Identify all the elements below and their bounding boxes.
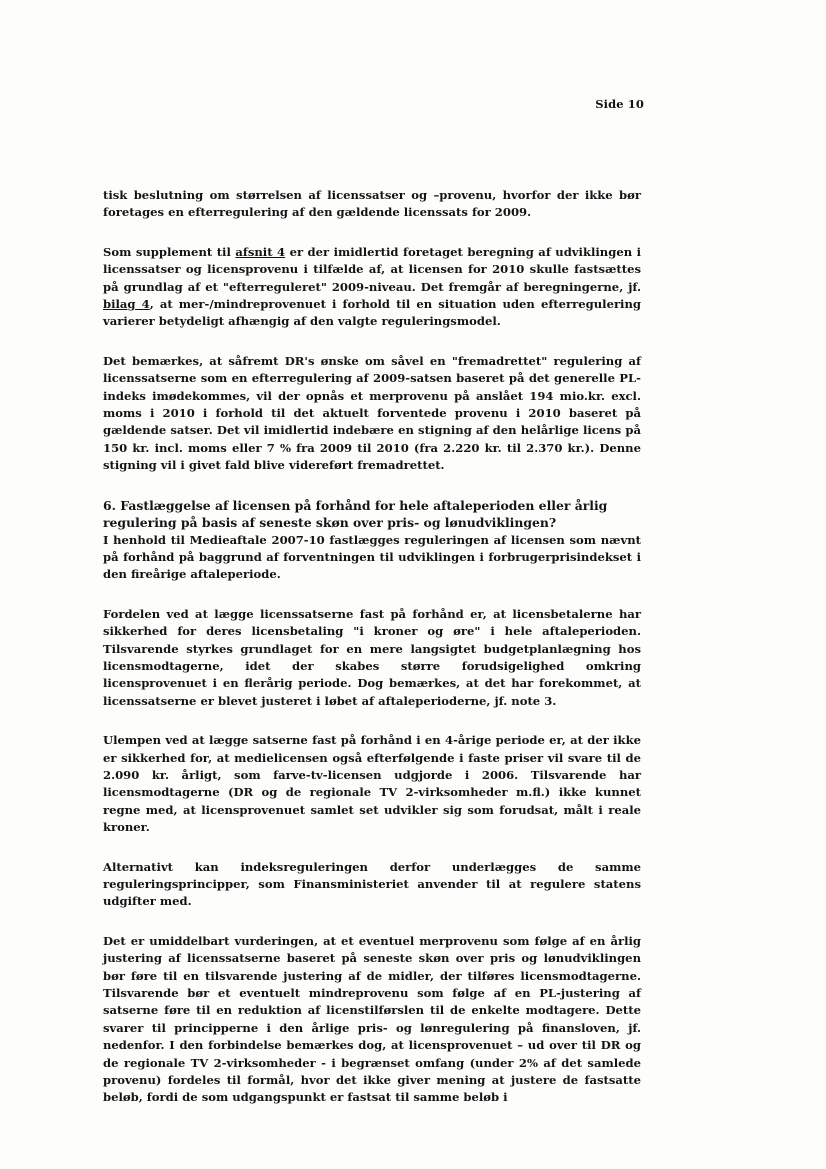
appendix-reference-link[interactable]: bilag 4 [103,297,150,312]
paragraph-disadvantage: Ulempen ved at lægge satserne fast på forhånd i en 4-årige periode er, at der ikke er sikkerhed for, at medielicensen også efterfølgende i faste priser vil svare til de 2.090 kr. årligt, som farve-tv-licensen udgjorde i 2006. Tilsvarende har licensmodtagerne (DR og de regionale TV 2-virksomheder m.fl.) ikke kunnet regne med, at licensprovenuet samlet set udvikler sig som forudsat, målt i reale kroner. [103,733,641,835]
paragraph-advantage: Fordelen ved at lægge licenssatserne fast på forhånd er, at licensbetalerne har sikkerhed for deres licensbetaling "i kroner og øre" i hele aftaleperioden. Tilsvarende styrkes grundlaget for en mere langsigtet budgetplanlægning hos licensmodtagerne, idet der skabes større forudsigelighed omkring licensprovenuet i en flerårig periode. Dog bemærkes, at det har forekommet, at licenssatserne er blevet justeret i løbet af aftaleperioderne, jf. note 3. [103,606,641,708]
section-heading: 6. Fastlæggelse af licensen på forhånd for hele aftaleperioden eller årlig regulering på basis af seneste skøn over pris- og lønudviklingen? [103,497,608,531]
paragraph-text: er der imidlertid foretaget beregning af udviklingen i licenssatser og licensprovenu i tilfælde af, at licensen for 2010 skulle fastsættes på grundlag af et "efterreguleret" 2009-niveau. Det fremgår af beregningerne, jf. [103,244,642,294]
paragraph-alternative: Alternativt kan indeksreguleringen derfor underlægges de samme reguleringsprincipper, som Finansministeriet anvender til at regulere statens udgifter med. [103,859,641,909]
paragraph-text: Som supplement til [103,244,236,259]
paragraph-assessment: Det er umiddelbart vurderingen, at et eventuel merprovenu som følge af en årlig justering af licenssatserne baseret på seneste skøn over pris og lønudviklingen bør føre til en tilsvarende justering af de midler, der tilføres licensmodtagerne. Tilsvarende bør et eventuelt mindreprovenu som følge af en PL-justering af satserne føre til en reduktion af licenstilførslen til de enkelte modtagere. Dette svarer til principperne i den årlige pris- og lønregulering på finansloven, jf. nedenfor. I den forbindelse bemærkes dog, at licensprovenuet – ud over til DR og de regionale TV 2-virksomheder - i begrænset omfang (under 2% af det samlede provenu) fordeles til formål, hvor det ikke giver mening at justere de fastsatte beløb, fordi de som udgangspunkt er fastsat til samme beløb i [103,933,641,1105]
paragraph-dr-request: Det bemærkes, at såfremt DR's ønske om såvel en "fremadrettet" regulering af licenssatserne som en efterregulering af 2009-satsen baseret på det generelle PL-indeks imødekommes, vil der opnås et merprovenu på anslået 194 mio.kr. excl. moms i 2010 i forhold til det aktuelt forventede provenu i 2010 baseret på gældende satser. Det vil imidlertid indebære en stigning af den helårlige licens på 150 kr. incl. moms eller 7 % fra 2009 til 2010 (fra 2.220 kr. til 2.370 kr.). Denne stigning vil i givet fald blive videreført fremadrettet. [103,353,641,473]
document-body [103,187,641,1107]
section-reference-link[interactable]: afsnit 4 [235,244,286,259]
paragraph-text: , at mer-/mindreprovenuet i forhold til en situation uden efterregulering varierer betydeligt afhængig af den valgte reguleringsmodel. [103,297,641,329]
paragraph-continuation: tisk beslutning om størrelsen af licenssatser og –provenu, hvorfor der ikke bør foretages en efterregulering af den gældende licenssats for 2009. [103,188,641,220]
page-number: Side 10 [595,97,644,111]
paragraph-supplement [103,244,641,331]
paragraph-media-agreement: I henhold til Medieaftale 2007-10 fastlægges reguleringen af licensen som nævnt på forhånd på baggrund af forventningen til udviklingen i forbrugerprisindekset i den fireårige aftaleperiode. [103,532,641,582]
